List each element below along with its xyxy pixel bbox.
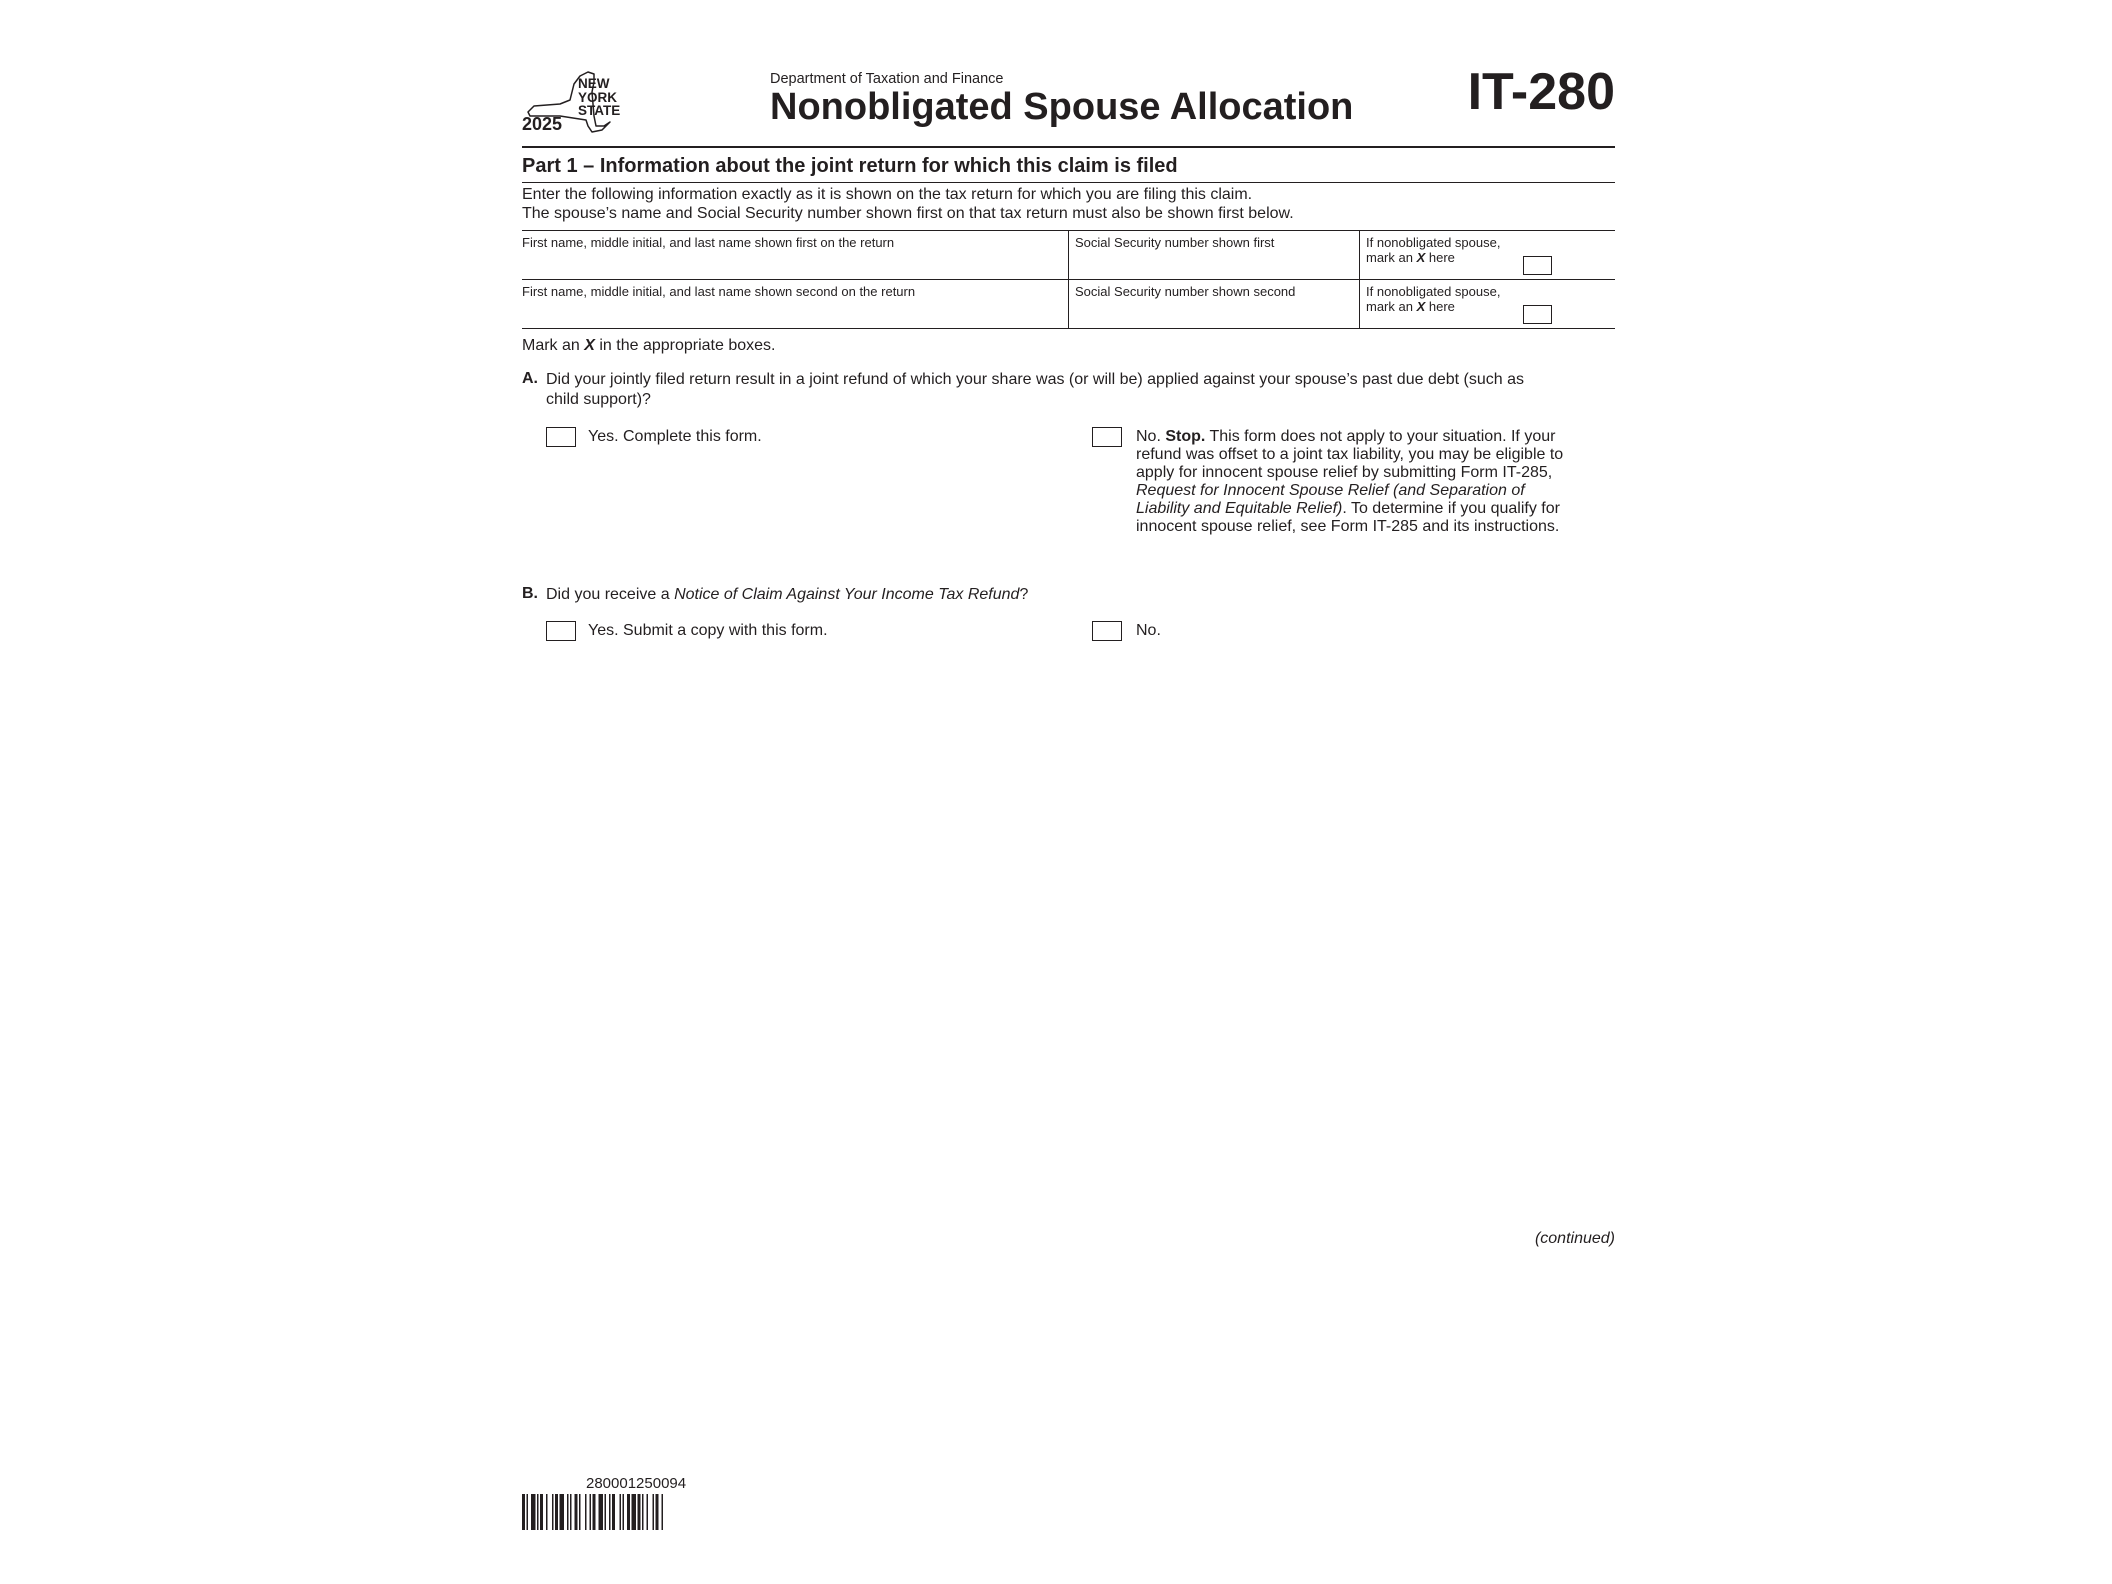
second-spouse-ssn-label: Social Security number shown second — [1075, 284, 1296, 299]
barcode-icon — [522, 1494, 762, 1530]
state-logo-text — [578, 77, 620, 118]
second-spouse-row — [522, 280, 1615, 329]
first-spouse-name-field[interactable] — [522, 231, 1068, 279]
logo-word-york: YORK — [578, 89, 618, 105]
barcode-bar — [560, 1494, 565, 1530]
barcode-bar — [656, 1494, 659, 1530]
logo-word-state: STATE — [578, 103, 621, 118]
question-a-yes-checkbox[interactable] — [546, 427, 576, 447]
barcode-bar — [522, 1494, 525, 1530]
barcode-bar — [531, 1494, 536, 1530]
first-spouse-ssn-label: Social Security number shown first — [1075, 235, 1275, 250]
barcode-bar — [570, 1494, 572, 1530]
barcode-bar — [593, 1494, 596, 1530]
first-spouse-mark-cell — [1359, 231, 1615, 279]
department-name: Department of Taxation and Finance — [770, 71, 1004, 87]
part1-divider — [522, 182, 1615, 183]
question-a-no-checkbox[interactable] — [1092, 427, 1122, 447]
barcode-bar — [579, 1494, 581, 1530]
barcode-bar — [605, 1494, 607, 1530]
barcode-graphic — [522, 1494, 762, 1530]
barcode-number: 280001250094 — [586, 1475, 687, 1492]
barcode-bar — [627, 1494, 630, 1530]
first-spouse-ssn-field[interactable] — [1068, 231, 1359, 279]
intro-line-1: Enter the following information exactly as it is shown on the tax return for which you are filing this claim. — [522, 186, 1253, 203]
question-b-no-checkbox[interactable] — [1092, 621, 1122, 641]
first-nonobligated-checkbox[interactable] — [1523, 256, 1552, 275]
first-mark-label-line2: mark an X here — [1366, 250, 1455, 265]
barcode-bar — [585, 1494, 587, 1530]
barcode-bar — [555, 1494, 558, 1530]
barcode-bar — [609, 1494, 611, 1530]
question-a-letter: A. — [522, 370, 538, 387]
question-b-text: Did you receive a Notice of Claim Against Your Income Tax Refund? — [546, 586, 1029, 603]
question-b-yes-label: Yes. Submit a copy with this form. — [588, 622, 828, 639]
first-mark-label-line1: If nonobligated spouse, — [1366, 235, 1501, 250]
barcode-bar — [647, 1494, 649, 1530]
second-spouse-name-field[interactable] — [522, 280, 1068, 328]
continued-note: (continued) — [1534, 1230, 1615, 1247]
barcode-bar — [662, 1494, 664, 1530]
first-spouse-name-label: First name, middle initial, and last name shown first on the return — [522, 235, 895, 250]
barcode-bar — [642, 1494, 644, 1530]
barcode-bar — [632, 1494, 637, 1530]
question-a-no-label: No. Stop. This form does not apply to your situation. If your refund was offset to a joint tax liability, you may be eligible to apply for innocent spouse relief by submitting Form IT-285, Request for Innocent Spouse Relief (and Separation of Liability and Equitable Relief). To determine if you qualify for innocent spouse relief, see Form IT-285 and its instructions. — [1136, 428, 1564, 535]
part1-intro — [522, 185, 1294, 223]
tax-year: 2025 — [522, 114, 563, 134]
second-spouse-mark-cell — [1359, 280, 1615, 328]
barcode-bar — [552, 1494, 554, 1530]
barcode-bar — [599, 1494, 604, 1530]
question-a-text: Did your jointly filed return result in a joint refund of which your share was (or will be) applied against your spouse’s past due debt (such as child support)? — [546, 371, 1524, 408]
barcode-bar — [620, 1494, 622, 1530]
question-a-yes-label: Yes. Complete this form. — [588, 428, 762, 445]
barcode-bar — [540, 1494, 543, 1530]
barcode-bar — [537, 1494, 539, 1530]
intro-line-2: The spouse’s name and Social Security number shown first on that tax return must also be shown first below. — [522, 205, 1294, 222]
logo-word-new: NEW — [578, 76, 610, 91]
second-nonobligated-checkbox[interactable] — [1523, 305, 1552, 324]
barcode-bar — [590, 1494, 592, 1530]
barcode-bar — [546, 1494, 548, 1530]
form-title: Nonobligated Spouse Allocation — [770, 86, 1354, 128]
spouse-info-table — [522, 230, 1615, 329]
mark-instructions: Mark an X in the appropriate boxes. — [522, 337, 776, 354]
first-spouse-row — [522, 230, 1615, 280]
barcode-bar — [527, 1494, 529, 1530]
second-spouse-ssn-field[interactable] — [1068, 280, 1359, 328]
part1-heading: Part 1 – Information about the joint return for which this claim is filed — [522, 155, 1178, 177]
second-mark-label-line2: mark an X here — [1366, 299, 1455, 314]
question-b-yes-checkbox[interactable] — [546, 621, 576, 641]
question-b-no-label: No. — [1136, 622, 1161, 639]
barcode-bar — [567, 1494, 569, 1530]
barcode-bar — [623, 1494, 625, 1530]
barcode-bar — [575, 1494, 578, 1530]
second-mark-label-line1: If nonobligated spouse, — [1366, 284, 1501, 299]
header-divider — [522, 146, 1615, 148]
barcode-bar — [653, 1494, 655, 1530]
barcode-bar — [638, 1494, 641, 1530]
question-b-letter: B. — [522, 585, 538, 602]
second-spouse-name-label: First name, middle initial, and last name shown second on the return — [522, 284, 916, 299]
barcode-bar — [612, 1494, 615, 1530]
form-number: IT-280 — [1467, 63, 1615, 121]
